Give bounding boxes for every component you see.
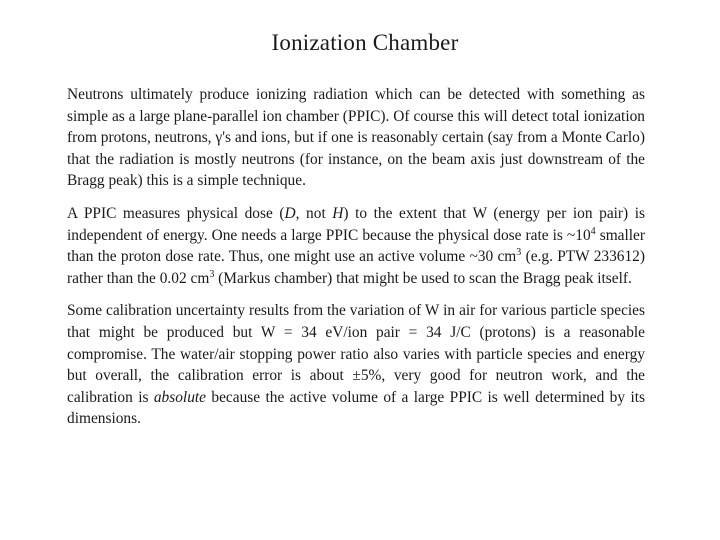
- superscript: 3: [516, 247, 522, 259]
- text-run: A PPIC measures physical dose (: [67, 204, 285, 222]
- superscript: 4: [590, 225, 596, 237]
- paragraph-calibration: [67, 300, 645, 430]
- italic-d: D: [284, 204, 296, 222]
- text-run: , not: [295, 204, 333, 222]
- paragraph-ppic: [67, 203, 645, 289]
- text-run: because the active volume of a large PPIC is well determined by its dimensions.: [67, 388, 645, 428]
- superscript: 3: [209, 268, 215, 280]
- text-run: ) to the extent that W (energy per ion pair) is independent of energy. One needs a large PPIC because the physical dose rate is ~10: [67, 204, 646, 244]
- text-run: smaller than the proton dose rate. Thus, one might use an active volume ~30 cm: [67, 226, 645, 266]
- paragraph-neutrons: Neutrons ultimately produce ionizing radiation which can be detected with something as simple as a large plane-parallel ion chamber (PPIC). Of course this will detect total ionization from protons, neutrons, γ's and ions, but if one is reasonably certain (say from a Monte Carlo) that the radiation is mostly neutrons (for instance, on the beam axis just downstream of the Bragg peak) this is a simple technique.: [67, 86, 645, 190]
- italic-h: H: [332, 204, 344, 222]
- slide-body: [67, 84, 645, 441]
- slide-title: Ionization Chamber: [271, 30, 459, 55]
- italic-absolute: absolute: [153, 388, 207, 406]
- text-run: (e.g. PTW 233612) rather than the 0.02 cm: [67, 248, 645, 287]
- text-run: (Markus chamber) that might be used to scan the Bragg peak itself.: [214, 269, 632, 287]
- text-run: Some calibration uncertainty results from the variation of W in air for various particle species that might be produced but W = 34 eV/ion pair = 34 J/C (protons) is a reasonable compromise. The water/air stopping power ratio also varies with particle species and energy but overall, the calibration error is about ±5%, very good for neutron work, and the calibration is: [67, 302, 645, 406]
